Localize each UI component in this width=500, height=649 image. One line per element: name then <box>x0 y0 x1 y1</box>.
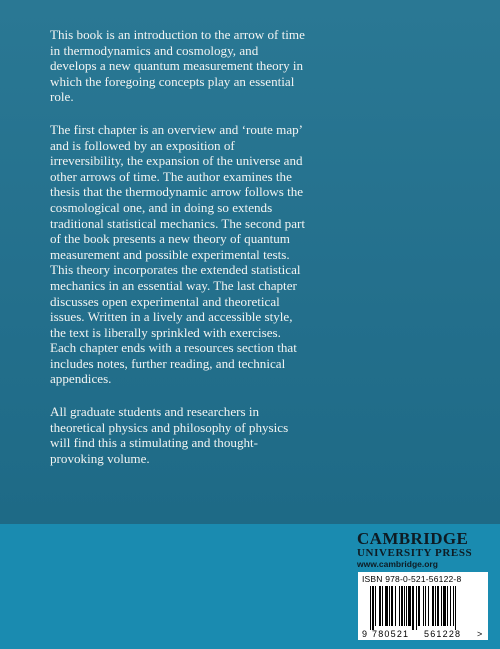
barcode-digits-end: > <box>477 629 483 639</box>
barcode-bar <box>428 586 429 626</box>
isbn-label: ISBN 978-0-521-56122-8 <box>362 574 462 584</box>
barcode-bar <box>443 586 446 626</box>
blurb-paragraph-2: The first chapter is an overview and ‘route map’ and is followed by an exposition of irreversibility, the expansion of the universe and other arrows of time. The author examines the thesis that the thermodynamic arrow follows the cosmological one, and in doing so extends traditional statistical mechanics. The second part of the book presents a new theory of quantum measurement and possible experimental tests. This theory incorporates the extended statistical mechanics in an essential way. The last chapter discusses open experimental and theoretical issues. Written in a lively and accessible style, the text is liberally sprinkled with exercises. Each chapter ends with a resources section that includes notes, further reading, and technical appendices. <box>50 121 306 387</box>
barcode-bar <box>385 586 388 626</box>
isbn-barcode <box>358 572 488 640</box>
barcode-bar <box>372 586 374 630</box>
barcode-bar <box>401 586 403 626</box>
publisher-name: CAMBRIDGE <box>357 529 469 548</box>
barcode-bar <box>382 586 383 626</box>
barcode-bar <box>423 586 424 626</box>
barcode-bar <box>370 586 371 630</box>
barcode-digits-left: 780521 <box>372 629 410 639</box>
blurb-paragraph-1: This book is an introduction to the arrow of time in thermodynamics and cosmology, and develops a new quantum measurement theory in which the foregoing concepts play an essential role. <box>50 27 305 105</box>
barcode-bar <box>441 586 442 626</box>
barcode-bar <box>435 586 436 626</box>
publisher-logo <box>357 530 487 570</box>
barcode-bar <box>375 586 376 626</box>
barcode-bar <box>432 586 434 626</box>
barcode-bar <box>389 586 390 626</box>
barcode-bar <box>447 586 448 626</box>
barcode-graphic <box>358 572 488 640</box>
barcode-bar <box>425 586 426 626</box>
barcode-digits-right: 561228 <box>424 629 462 639</box>
barcode-bar <box>453 586 454 626</box>
barcode-digit-first: 9 <box>362 629 368 639</box>
barcode-bar <box>450 586 451 626</box>
barcode-bar <box>412 586 414 630</box>
barcode-bar <box>437 586 439 626</box>
blurb-text <box>50 27 308 483</box>
barcode-bar <box>404 586 405 626</box>
barcode-bar <box>379 586 381 626</box>
barcode-bar <box>408 586 411 626</box>
blurb-paragraph-3: All graduate students and researchers in theoretical physics and philosophy of physics will find this a stimulating and thought-provoking volume. <box>50 404 289 466</box>
publisher-subtitle: UNIVERSITY PRESS <box>357 547 473 559</box>
barcode-bar <box>391 586 393 626</box>
barcode-bar <box>416 586 417 630</box>
barcode-bar <box>418 586 420 626</box>
publisher-url: www.cambridge.org <box>357 559 438 569</box>
barcode-bars <box>370 586 456 630</box>
barcode-bar <box>399 586 400 626</box>
barcode-bar <box>455 586 456 630</box>
barcode-bar <box>406 586 407 626</box>
barcode-bar <box>395 586 396 626</box>
